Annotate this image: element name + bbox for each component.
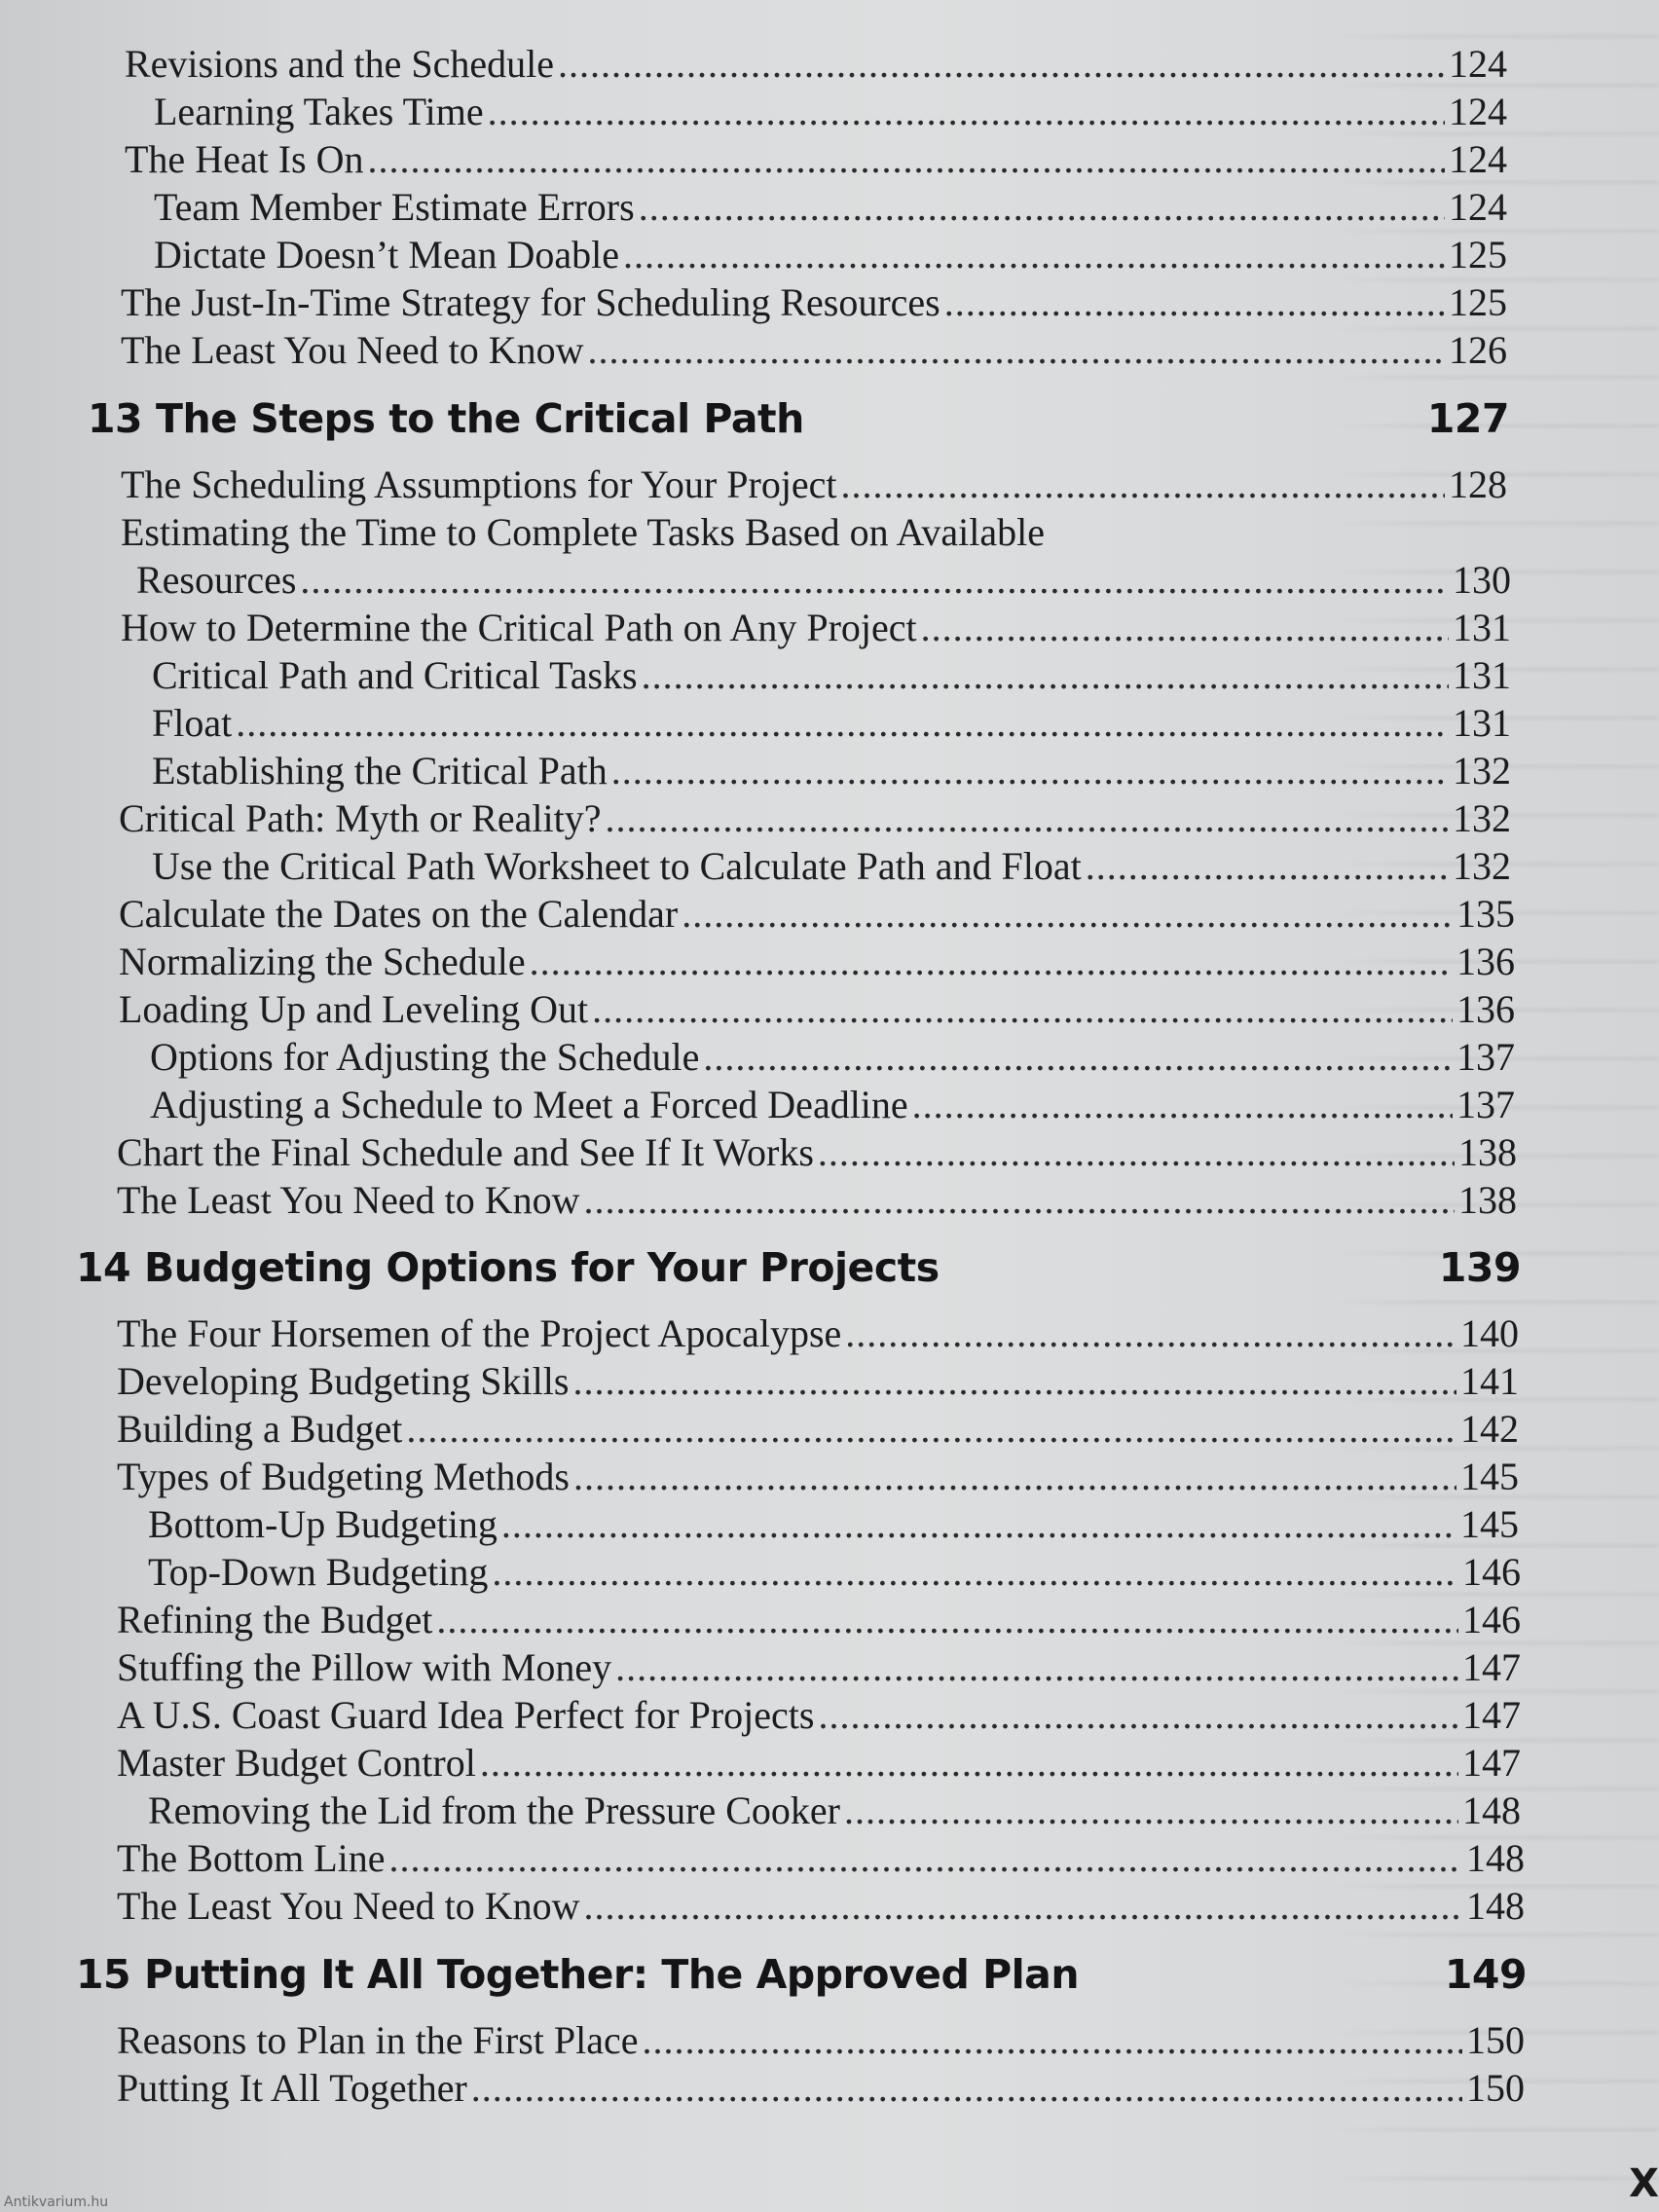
chapter-title: Budgeting Options for Your Projects bbox=[144, 1244, 940, 1291]
toc-page-number: 124 bbox=[1449, 185, 1507, 229]
toc-page-number: 146 bbox=[1462, 1550, 1521, 1594]
toc-entry-title: Putting It All Together bbox=[117, 2066, 467, 2110]
toc-entry[interactable] bbox=[119, 795, 1511, 842]
dot-leader bbox=[921, 605, 1449, 651]
dot-leader bbox=[623, 232, 1445, 278]
toc-entry[interactable] bbox=[117, 1406, 1519, 1453]
toc-page-number: 126 bbox=[1449, 328, 1507, 372]
toc-entry[interactable] bbox=[117, 1129, 1517, 1176]
toc-entry-title: Options for Adjusting the Schedule bbox=[150, 1035, 700, 1079]
dot-leader bbox=[845, 1310, 1456, 1357]
toc-entry-title: Developing Budgeting Skills bbox=[117, 1359, 570, 1403]
toc-entry-title: Chart the Final Schedule and See If It Works bbox=[117, 1130, 814, 1174]
chapter-number: 14 bbox=[76, 1244, 131, 1291]
dot-leader bbox=[944, 279, 1445, 326]
dot-leader bbox=[558, 41, 1445, 88]
toc-entry-title: Loading Up and Leveling Out bbox=[119, 987, 589, 1031]
toc-page-number: 130 bbox=[1453, 558, 1511, 602]
dot-leader bbox=[912, 1082, 1453, 1128]
toc-entry-title: Critical Path and Critical Tasks bbox=[152, 653, 638, 697]
dot-leader bbox=[573, 1454, 1456, 1500]
toc-entry-title: The Bottom Line bbox=[117, 1836, 386, 1880]
dot-leader bbox=[639, 184, 1445, 231]
toc-entry[interactable] bbox=[117, 1835, 1525, 1882]
toc-subentry[interactable] bbox=[154, 89, 1507, 135]
toc-entry-title: Calculate the Dates on the Calendar bbox=[119, 892, 679, 936]
toc-subentry[interactable] bbox=[154, 184, 1507, 231]
dot-leader bbox=[488, 89, 1445, 135]
toc-page-number: 137 bbox=[1456, 1035, 1515, 1079]
dot-leader bbox=[841, 461, 1445, 508]
watermark: Antikvarium.hu bbox=[4, 2194, 109, 2210]
chapter-title: The Steps to the Critical Path bbox=[156, 395, 804, 442]
toc-page-number: 124 bbox=[1449, 137, 1507, 181]
toc-entry-title: Removing the Lid from the Pressure Cooker bbox=[148, 1788, 840, 1832]
toc-entry-title: Types of Budgeting Methods bbox=[117, 1455, 570, 1498]
toc-subentry[interactable] bbox=[152, 843, 1511, 890]
toc-entry-title: Learning Takes Time bbox=[154, 90, 484, 133]
toc-entry[interactable] bbox=[121, 461, 1507, 508]
toc-entry-title: Estimating the Time to Complete Tasks Based on Available bbox=[121, 510, 1045, 554]
toc-entry-title: The Just-In-Time Strategy for Scheduling Resources bbox=[121, 280, 940, 324]
toc-entry-title: Top-Down Budgeting bbox=[148, 1550, 489, 1594]
toc-page-number: 125 bbox=[1449, 280, 1507, 324]
toc-entry[interactable] bbox=[121, 509, 1507, 556]
toc-subentry[interactable] bbox=[150, 1034, 1515, 1081]
toc-entry[interactable] bbox=[117, 1692, 1521, 1739]
toc-entry-title: A U.S. Coast Guard Idea Perfect for Projects bbox=[117, 1693, 815, 1737]
toc-subentry[interactable] bbox=[154, 232, 1507, 278]
toc-entry-title: Adjusting a Schedule to Meet a Forced Deadline bbox=[150, 1083, 908, 1126]
dot-leader bbox=[406, 1406, 1456, 1453]
toc-entry[interactable] bbox=[117, 2017, 1525, 2064]
toc-page-number: 147 bbox=[1462, 1741, 1521, 1785]
toc-entry-title: Establishing the Critical Path bbox=[152, 749, 608, 793]
toc-subentry[interactable] bbox=[150, 1082, 1515, 1128]
dot-leader bbox=[389, 1835, 1462, 1882]
toc-page-number: 124 bbox=[1449, 42, 1507, 86]
dot-leader bbox=[492, 1549, 1458, 1596]
toc-entry-title: Building a Budget bbox=[117, 1407, 403, 1451]
toc-page-number: 146 bbox=[1462, 1598, 1521, 1641]
toc-page-number: 131 bbox=[1453, 701, 1511, 745]
toc-entry-title: The Four Horsemen of the Project Apocalypse bbox=[117, 1311, 842, 1355]
toc-entry[interactable] bbox=[117, 1454, 1519, 1500]
toc-page-number: 132 bbox=[1453, 796, 1511, 840]
dot-leader bbox=[236, 700, 1449, 747]
toc-page-number: 136 bbox=[1456, 940, 1515, 983]
chapter-page-number: 139 bbox=[1438, 1244, 1521, 1291]
toc-entry-title: Team Member Estimate Errors bbox=[154, 185, 635, 229]
dot-leader bbox=[642, 652, 1449, 699]
toc-entry[interactable] bbox=[117, 1740, 1521, 1787]
dot-leader bbox=[615, 1644, 1458, 1691]
toc-entry-title: Refining the Budget bbox=[117, 1598, 433, 1641]
toc-entry-title: The Least You Need to Know bbox=[117, 1884, 580, 1928]
dot-leader bbox=[300, 557, 1449, 604]
toc-page-number: 142 bbox=[1460, 1407, 1519, 1451]
toc-entry-title: Resources bbox=[136, 558, 297, 602]
toc-entry[interactable] bbox=[117, 1883, 1525, 1930]
dot-leader bbox=[643, 2017, 1462, 2064]
dot-leader bbox=[480, 1740, 1458, 1787]
toc-entry[interactable] bbox=[117, 2065, 1525, 2112]
toc-entry[interactable] bbox=[117, 1644, 1521, 1691]
toc-entry[interactable] bbox=[119, 891, 1515, 938]
toc-page-number: 136 bbox=[1456, 987, 1515, 1031]
toc-page-number: 131 bbox=[1453, 606, 1511, 649]
toc-page-number: 145 bbox=[1460, 1455, 1519, 1498]
chapter-heading bbox=[76, 1950, 1527, 1999]
toc-entry[interactable] bbox=[125, 136, 1507, 183]
toc-entry-title: Normalizing the Schedule bbox=[119, 940, 526, 983]
toc-entry-title: Revisions and the Schedule bbox=[125, 42, 555, 86]
dot-leader bbox=[682, 891, 1453, 938]
dot-leader bbox=[588, 327, 1446, 374]
toc-page-number: 124 bbox=[1449, 90, 1507, 133]
toc-entry[interactable] bbox=[117, 1177, 1517, 1224]
chapter-number: 13 bbox=[88, 395, 143, 442]
toc-page-number: 138 bbox=[1458, 1130, 1517, 1174]
chapter-heading bbox=[76, 1243, 1521, 1292]
toc-page-number: 128 bbox=[1449, 462, 1507, 506]
dot-leader bbox=[436, 1597, 1458, 1643]
toc-page-number: 147 bbox=[1462, 1645, 1521, 1689]
toc-page-number: 138 bbox=[1458, 1178, 1517, 1222]
toc-page-number: 141 bbox=[1460, 1359, 1519, 1403]
toc-entry-title: Use the Critical Path Worksheet to Calculate Path and Float bbox=[152, 844, 1082, 888]
toc-entry[interactable] bbox=[119, 939, 1515, 985]
toc-entry-title: Reasons to Plan in the First Place bbox=[117, 2018, 639, 2062]
dot-leader bbox=[818, 1129, 1455, 1176]
toc-subentry[interactable] bbox=[152, 748, 1511, 794]
toc-entry-title: Float bbox=[152, 701, 233, 745]
toc-entry[interactable] bbox=[121, 327, 1507, 374]
toc-subentry[interactable] bbox=[148, 1549, 1521, 1596]
toc-entry-title: The Least You Need to Know bbox=[117, 1178, 580, 1222]
dot-leader bbox=[584, 1883, 1463, 1930]
toc-entry-title: The Heat Is On bbox=[125, 137, 364, 181]
toc-entry[interactable] bbox=[121, 605, 1511, 651]
page-number: X bbox=[1629, 2161, 1659, 2206]
dot-leader bbox=[530, 939, 1453, 985]
toc-entry-title: Critical Path: Myth or Reality? bbox=[119, 796, 602, 840]
toc-entry[interactable] bbox=[117, 1597, 1521, 1643]
toc-entry-title: Stuffing the Pillow with Money bbox=[117, 1645, 612, 1689]
toc-page-number: 140 bbox=[1460, 1311, 1519, 1355]
toc-page-number: 148 bbox=[1462, 1788, 1521, 1832]
toc-entry[interactable] bbox=[136, 557, 1511, 604]
toc-page-number: 132 bbox=[1453, 749, 1511, 793]
toc-entry[interactable] bbox=[119, 986, 1515, 1033]
chapter-title: Putting It All Together: The Approved Plan bbox=[144, 1951, 1080, 1998]
toc-entry-title: How to Determine the Critical Path on Any Project bbox=[121, 606, 917, 649]
toc-page-number: 135 bbox=[1456, 892, 1515, 936]
chapter-page-number: 149 bbox=[1444, 1951, 1527, 1998]
dot-leader bbox=[611, 748, 1449, 794]
toc-entry-title: Dictate Doesn’t Mean Doable bbox=[154, 233, 619, 276]
dot-leader bbox=[592, 986, 1453, 1033]
toc-page-number: 148 bbox=[1466, 1836, 1525, 1880]
toc-subentry[interactable] bbox=[152, 700, 1511, 747]
toc-entry-title: The Least You Need to Know bbox=[121, 328, 584, 372]
chapter-page-number: 127 bbox=[1426, 395, 1509, 442]
toc-subentry[interactable] bbox=[148, 1501, 1519, 1548]
toc-entry-title: The Scheduling Assumptions for Your Project bbox=[121, 462, 837, 506]
dot-leader bbox=[584, 1177, 1456, 1224]
toc-subentry[interactable] bbox=[152, 652, 1511, 699]
toc-page-number: 145 bbox=[1460, 1502, 1519, 1546]
toc-page-number: 147 bbox=[1462, 1693, 1521, 1737]
toc-entry[interactable] bbox=[125, 41, 1507, 88]
dot-leader bbox=[501, 1501, 1456, 1548]
toc-entry-title: Master Budget Control bbox=[117, 1741, 476, 1785]
toc-page-number: 150 bbox=[1466, 2018, 1525, 2062]
toc-page-number: 150 bbox=[1466, 2066, 1525, 2110]
toc-entry[interactable] bbox=[117, 1310, 1519, 1357]
toc-page-number: 125 bbox=[1449, 233, 1507, 276]
dot-leader bbox=[1086, 843, 1449, 890]
dot-leader bbox=[605, 795, 1449, 842]
toc-subentry[interactable] bbox=[148, 1788, 1521, 1834]
toc-entry[interactable] bbox=[117, 1358, 1519, 1405]
dot-leader bbox=[818, 1692, 1458, 1739]
dot-leader bbox=[703, 1034, 1453, 1081]
dot-leader bbox=[471, 2065, 1462, 2112]
toc-page-number: 131 bbox=[1453, 653, 1511, 697]
toc-entry-title: Bottom-Up Budgeting bbox=[148, 1502, 498, 1546]
dot-leader bbox=[844, 1788, 1458, 1834]
toc-page-number: 148 bbox=[1466, 1884, 1525, 1928]
toc-entry[interactable] bbox=[121, 279, 1507, 326]
toc-page-number: 137 bbox=[1456, 1083, 1515, 1126]
chapter-number: 15 bbox=[76, 1951, 131, 1998]
dot-leader bbox=[367, 136, 1445, 183]
toc-page-number: 132 bbox=[1453, 844, 1511, 888]
dot-leader bbox=[572, 1358, 1456, 1405]
chapter-heading bbox=[88, 394, 1509, 443]
